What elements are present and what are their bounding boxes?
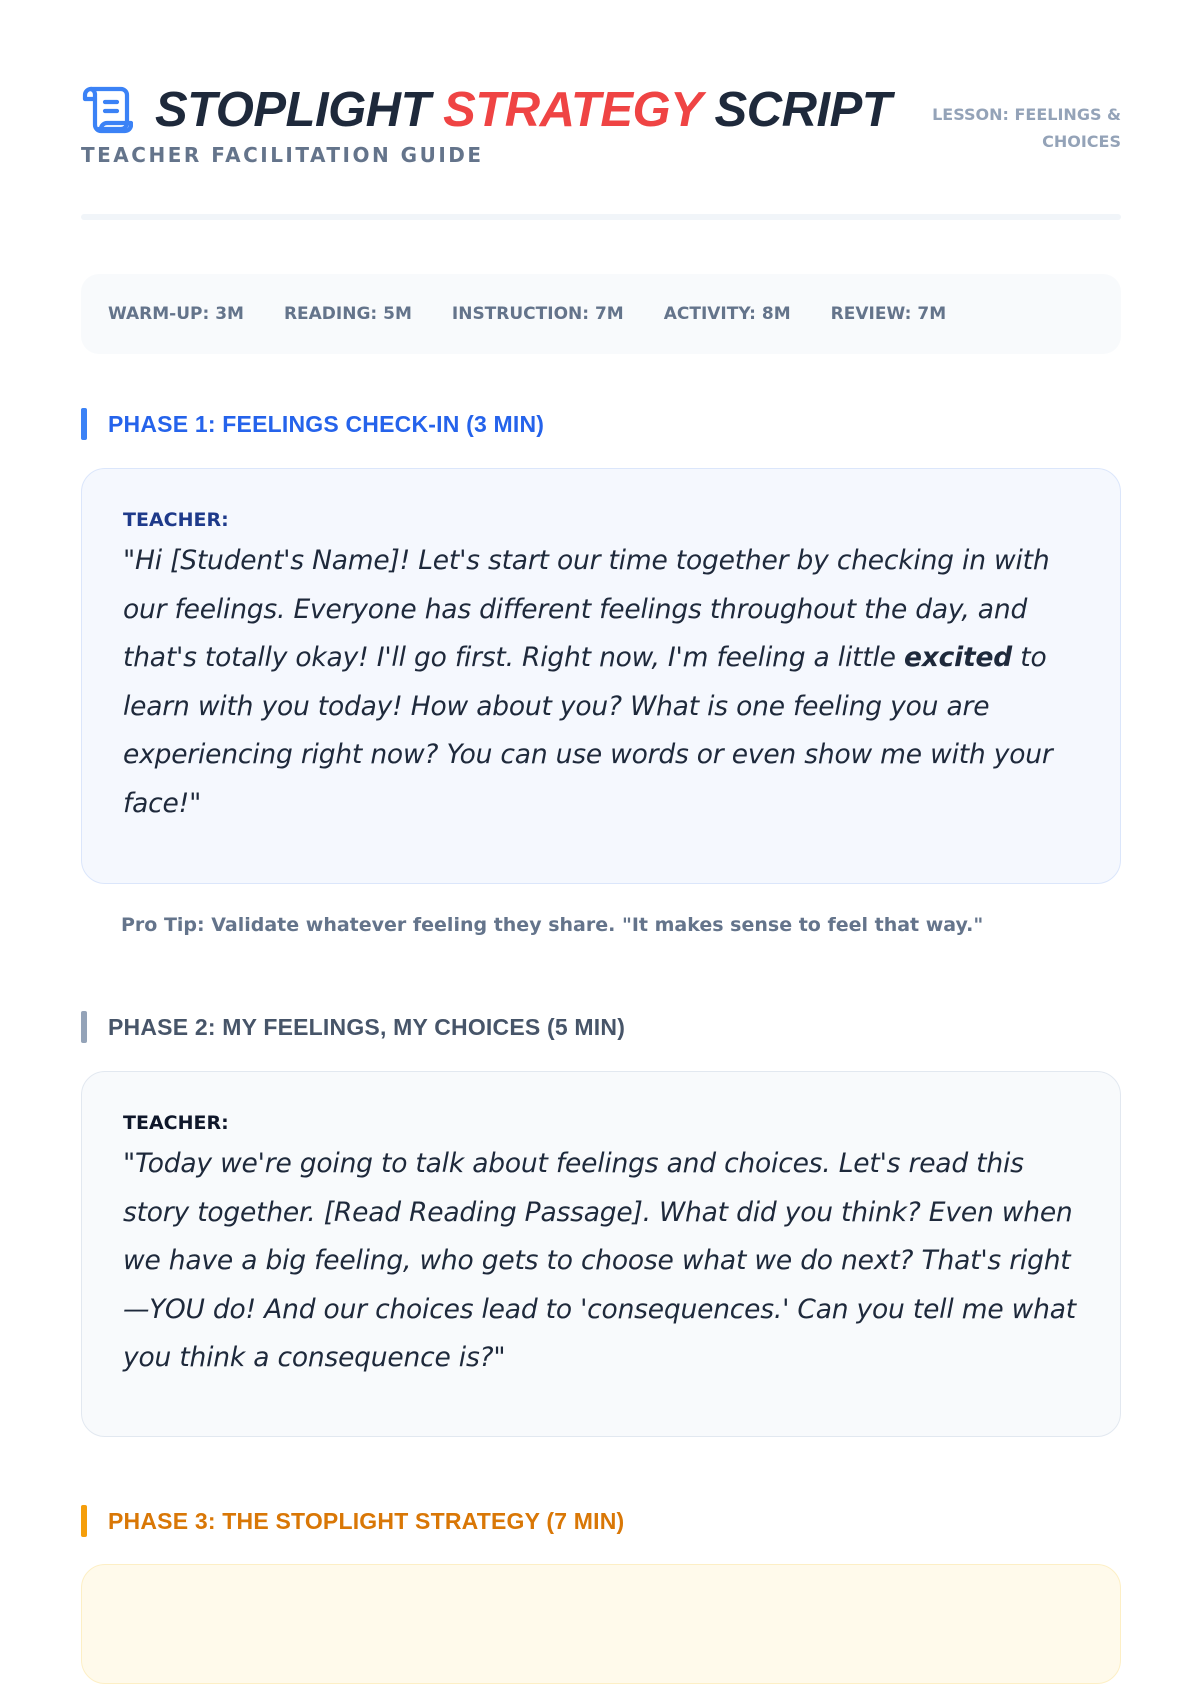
timing-activity: ACTIVITY: 8M: [663, 304, 791, 324]
page-title: STOPLIGHT STRATEGY SCRIPT: [155, 83, 892, 137]
facilitation-guide-page: [81, 0, 1121, 1534]
phase-2-heading: [81, 1011, 625, 1043]
lesson-label: LESSON: FEELINGS & CHOICES: [932, 105, 1121, 151]
title-accent: STRATEGY: [443, 83, 702, 137]
page-subtitle: TEACHER FACILITATION GUIDE: [81, 143, 484, 167]
phase-1-emphasis: excited: [904, 642, 1013, 673]
phase-3-accent-bar: [81, 1505, 87, 1537]
phase-2-speaker-label: TEACHER:: [123, 1112, 229, 1134]
timing-review: REVIEW: 7M: [830, 304, 947, 324]
timing-bar: [81, 274, 1121, 354]
timing-warm-up: WARM-UP: 3M: [108, 304, 244, 324]
phase-1-heading: [81, 408, 544, 440]
phase-2-script: "Today we're going to talk about feelings and choices. Let's read this story together. [Read Reading Passage]. What did you think? Even when we have a big feeling, who gets to choose what we do next? That's right—YOU do! And our choices lead to 'consequences.' Can you tell me what you think a consequence is?": [123, 1148, 1076, 1373]
phase-1-title: PHASE 1: FEELINGS CHECK-IN (3 MIN): [108, 410, 545, 437]
phase-1-script: "Hi [Student's Name]! Let's start our time together by checking in with our feelings. Everyone has different feelings throughout the day, and that's totally okay! I'll go first. Right now, I'm feeling a little excited to learn with you today! How about you? What is one feeling you are experiencing right now? You can use words or even show me with your face!": [123, 545, 1053, 819]
phase-1-speaker-label: TEACHER:: [123, 509, 229, 531]
phase-2-card: [81, 1071, 1121, 1437]
header-divider: [81, 214, 1121, 220]
phase-1-pro-tip: Pro Tip: Validate whatever feeling they share. "It makes sense to feel that way.": [121, 914, 984, 936]
title-row: [81, 82, 891, 138]
timing-reading: READING: 5M: [283, 304, 412, 324]
phase-2-accent-bar: [81, 1011, 87, 1043]
phase-1-accent-bar: [81, 408, 87, 440]
phase-2-title: PHASE 2: MY FEELINGS, MY CHOICES (5 MIN): [108, 1013, 626, 1040]
scroll-icon: [81, 85, 133, 135]
phase-3-card: [81, 1564, 1121, 1684]
timing-instruction: INSTRUCTION: 7M: [451, 304, 624, 324]
phase-3-heading: [81, 1505, 624, 1537]
page-header: [81, 0, 1121, 222]
phase-1-card: [81, 468, 1121, 884]
phase-3-title: PHASE 3: THE STOPLIGHT STRATEGY (7 MIN): [108, 1507, 625, 1534]
